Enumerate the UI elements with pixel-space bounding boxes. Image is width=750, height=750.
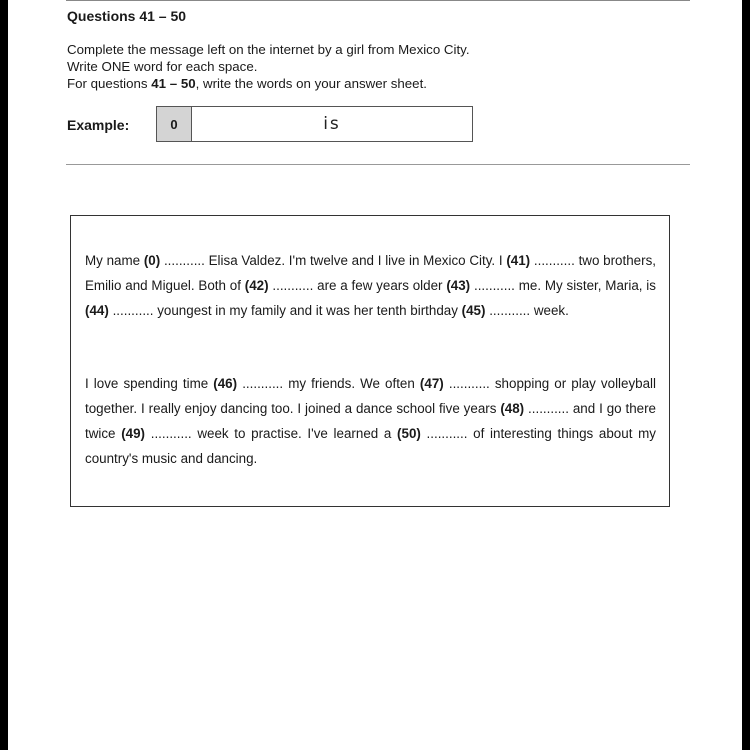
answer-blank: ........... (163, 253, 205, 268)
instruction-text: , write the words on your answer sheet. (195, 76, 427, 91)
exam-page (8, 0, 742, 750)
example-number: 0 (157, 107, 192, 141)
paragraph-2: I love spending time (46) ........... my friends. We often (47) ........... shopping or play volleyball together. I really enjoy dancing too. I joined a dance school five years (48) ........... and I go there twice (49) ........... week to practise. I've learned a (50) ........... of interesting things about my country's music and dancing. (85, 376, 657, 466)
answer-blank: ........... (533, 253, 575, 268)
example-label: Example: (67, 117, 130, 133)
instructions (67, 41, 470, 92)
instruction-line-3 (67, 75, 470, 92)
question-number: (44) (85, 303, 109, 318)
question-range: 41 – 50 (151, 76, 196, 91)
answer-blank: ........... (489, 303, 531, 318)
section-heading: Questions 41 – 50 (67, 8, 187, 24)
message-text-box (70, 215, 670, 507)
top-divider (66, 0, 690, 1)
question-number: (0) (143, 253, 161, 268)
paragraph-1: My name (0) ........... Elisa Valdez. I'm twelve and I live in Mexico City. I (41) ........... two brothers, Emilio and Miguel. Both of (42) ........... are a few years older (43) ........... me. My sister, Maria, is (44) ........... youngest in my family and it was her tenth birthday (45) ........... week. (85, 253, 656, 318)
question-number: (46) (213, 376, 238, 391)
instruction-line-1: Complete the message left on the internet by a girl from Mexico City. (67, 42, 470, 57)
instruction-line-2: Write ONE word for each space. (67, 59, 258, 74)
example-answer: is (323, 114, 341, 134)
question-number: (48) (500, 401, 525, 416)
answer-blank: ........... (272, 278, 314, 293)
question-number: (43) (446, 278, 471, 293)
section-divider (66, 164, 690, 165)
question-number: (50) (397, 426, 421, 441)
question-number: (47) (419, 376, 444, 391)
answer-blank: ........... (448, 376, 490, 391)
example-answer-box (156, 106, 473, 142)
question-number: (42) (244, 278, 269, 293)
answer-blank: ........... (528, 401, 569, 416)
answer-blank: ........... (150, 426, 192, 441)
answer-blank: ........... (112, 303, 154, 318)
question-number: (49) (121, 426, 146, 441)
question-number: (41) (506, 253, 531, 268)
answer-blank: ........... (426, 426, 468, 441)
instruction-text: For questions (67, 76, 152, 91)
answer-blank: ........... (473, 278, 515, 293)
answer-blank: ........... (242, 376, 284, 391)
question-number: (45) (461, 303, 486, 318)
